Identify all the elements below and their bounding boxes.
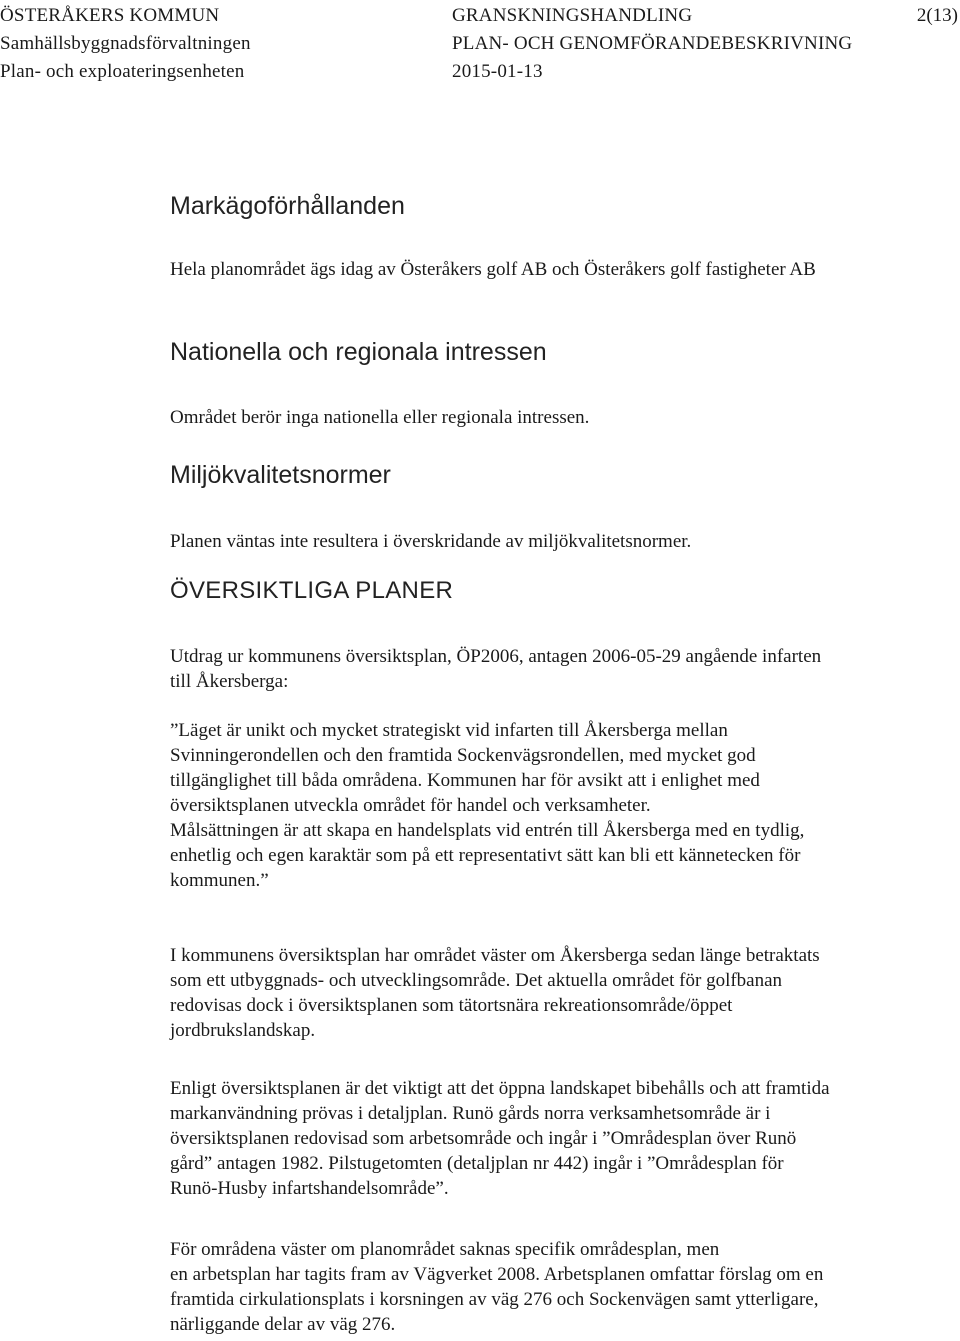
text-line: Enligt översiktsplanen är det viktigt att det öppna landskapet bibehålls och att framtida [170, 1078, 830, 1099]
text-line: Svinningerondellen och den framtida Sockenvägsrondellen, med mycket god [170, 745, 756, 766]
text-line: ”Läget är unikt och mycket strategiskt vid infarten till Åkersberga mellan [170, 720, 728, 741]
text-line: en arbetsplan har tagits fram av Vägverket 2008. Arbetsplanen omfattar förslag om en [170, 1264, 824, 1285]
text-line: redovisas dock i översiktsplanen som tätortsnära rekreationsområde/öppet [170, 995, 733, 1016]
text-line: Planen väntas inte resultera i överskridande av miljökvalitetsnormer. [170, 531, 692, 552]
text-line: enhetlig och egen karaktär som på ett representativt sätt kan bli ett kännetecken för [170, 845, 801, 866]
text-line: Runö-Husby infartshandelsområde”. [170, 1178, 449, 1199]
org-name: ÖSTERÅKERS KOMMUN [0, 5, 220, 26]
text-line: markanvändning prövas i detaljplan. Runö gårds norra verksamhetsområde är i [170, 1103, 771, 1124]
text-line: jordbrukslandskap. [170, 1020, 316, 1041]
text-line: Området berör inga nationella eller regionala intressen. [170, 407, 590, 428]
text-line: Hela planområdet ägs idag av Österåkers golf AB och Österåkers golf fastigheter AB [170, 259, 816, 280]
heading-oversiktliga-planer: ÖVERSIKTLIGA PLANER [170, 577, 454, 604]
text-line: gård” antagen 1982. Pilstugetomten (detaljplan nr 442) ingår i ”Områdesplan för [170, 1153, 784, 1174]
text-line: Utdrag ur kommunens översiktsplan, ÖP2006, antagen 2006-05-29 angående infarten [170, 646, 822, 667]
text-line: som ett utbyggnads- och utvecklingsområde. Det aktuella området för golfbanan [170, 970, 783, 991]
heading-nationella-intressen: Nationella och regionala intressen [170, 338, 547, 366]
text-line: I kommunens översiktsplan har området väster om Åkersberga sedan länge betraktats [170, 945, 820, 966]
text-line: till Åkersberga: [170, 671, 289, 692]
doc-title: PLAN- OCH GENOMFÖRANDEBESKRIVNING [452, 33, 853, 54]
text-line: För områdena väster om planområdet saknas specifik områdesplan, men [170, 1239, 720, 1260]
text-line: kommunen.” [170, 870, 269, 891]
unit: Plan- och exploateringsenheten [0, 61, 245, 82]
text-line: närliggande delar av väg 276. [170, 1314, 396, 1335]
text-line: framtida cirkulationsplats i korsningen av väg 276 och Sockenvägen samt ytterligare, [170, 1289, 819, 1310]
header-center [452, 2, 852, 86]
header-left [0, 2, 251, 86]
paragraph-miljokvalitetsnormer [170, 529, 960, 554]
page-number: 2(13) [916, 5, 958, 26]
text-line: översiktsplanen utveckla området för handel och verksamheter. [170, 795, 651, 816]
paragraph-enligt-oversiktsplanen [170, 1076, 960, 1201]
text-line: tillgänglighet till båda områdena. Kommunen har för avsikt att i enlighet med [170, 770, 760, 791]
paragraph-intro [170, 644, 960, 694]
heading-miljokvalitetsnormer: Miljökvalitetsnormer [170, 461, 391, 489]
paragraph-markagoforhallanden [170, 257, 960, 282]
text-line: översiktsplanen redovisad som arbetsområde och ingår i ”Områdesplan över Runö [170, 1128, 797, 1149]
paragraph-arbetsplan [170, 1237, 960, 1337]
doc-date: 2015-01-13 [452, 61, 543, 82]
text-line: Målsättningen är att skapa en handelsplats vid entrén till Åkersberga med en tydlig, [170, 820, 805, 841]
paragraph-oversiktsplan-omrade [170, 943, 960, 1043]
paragraph-quote [170, 718, 960, 893]
paragraph-nationella-intressen [170, 405, 960, 430]
doc-type: GRANSKNINGSHANDLING [452, 5, 693, 26]
department: Samhällsbyggnadsförvaltningen [0, 33, 251, 54]
heading-markagoforhallanden: Markägoförhållanden [170, 192, 405, 220]
